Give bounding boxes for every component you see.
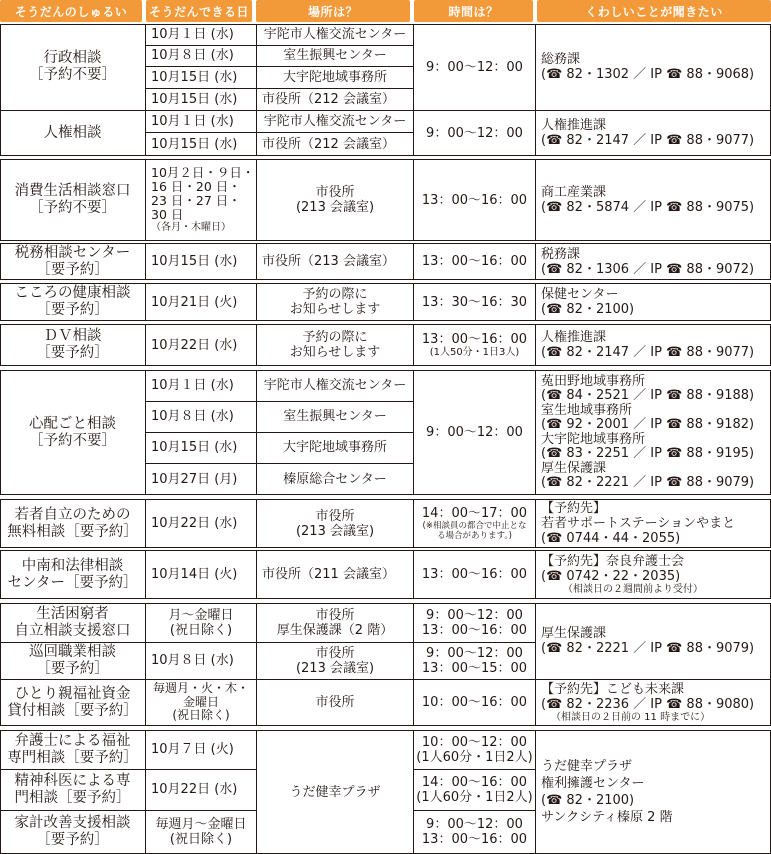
place-cell: 室生振興センター <box>283 409 387 424</box>
label-kakei-kaizen: 家計改善支援相談 ［要予約］ <box>14 815 131 848</box>
place-cell: 市役所 (213 会議室) <box>295 185 375 215</box>
date-cell: 10月８日 (水) <box>151 409 234 424</box>
date-cell: 10月22日 (水) <box>151 782 238 797</box>
place-cell: 宇陀市人権交流センター <box>263 113 407 129</box>
date-cell: 毎週月・火・木・ 金曜日 (祝日除く) <box>152 681 249 723</box>
date-cell: 10月22日 (水) <box>151 516 238 531</box>
contact-cell: 人権推進課 (☎ 82・2147 ／ IP ☎ 88・9077) <box>541 118 755 148</box>
place-cell: 市役所 厚生保護課（2 階） <box>276 607 394 638</box>
date-cell: 10月１日 (水) <box>151 27 234 42</box>
date-cell: 10月１日 (水) <box>151 113 234 129</box>
contact-cell: 総務課 (☎ 82・1302 ／ IP ☎ 88・9068) <box>541 52 755 82</box>
date-cell: 10月７日 (火) <box>151 742 234 757</box>
header-contact: くわしいことが聞きたい <box>537 0 771 22</box>
place-cell: 宇陀市人権交流センター <box>263 27 407 42</box>
label-wakamono: 若者自立のための 無料相談［要予約］ <box>7 506 138 540</box>
contact-cell: うだ健幸プラザ 権利擁護センター (☎ 82・2100) サンクシティ榛原 2 階 <box>541 759 673 825</box>
date-cell: 10月15日 (水) <box>151 91 238 107</box>
time-cell: 9：00～12：00 <box>426 425 523 440</box>
contact-cell: 保健センター (☎ 82・2100) <box>541 287 635 317</box>
time-cell: 9：00～12：00 <box>426 59 523 75</box>
date-cell: 10月22日 (水) <box>151 337 238 353</box>
header-consult-type: そうだんのしゅるい <box>0 0 142 22</box>
place-cell: 大宇陀地域事務所 <box>282 440 387 455</box>
date-cell: 10月15日 (水) <box>151 440 238 455</box>
date-cell: 10月14日 (火) <box>151 567 238 582</box>
contact-cell: 【予約先】奈良弁護士会 (☎ 0742・22・2035) （相談日の２週間前より受付） <box>541 553 703 595</box>
date-cell: 10月27日 (月) <box>151 471 238 487</box>
label-chunanwa: 中南和法律相談 センター［要予約］ <box>7 557 138 591</box>
date-cell: 10月15日 (水) <box>151 136 238 152</box>
date-cell: 10月21日 (火) <box>151 294 238 310</box>
time-cell: 9：00～12：00 13：00～16：00 <box>421 607 528 638</box>
time-cell: 10：00～16：00 <box>421 695 528 710</box>
place-cell: 予約の際に お知らせします <box>289 287 381 317</box>
place-cell: 榛原総合センター <box>283 471 387 487</box>
time-cell: 14：00～16：00 (1人60分・1日2人) <box>416 774 533 805</box>
contact-cell: 【予約先】 若者サポートステーションやまと (☎ 0744・44・2055) <box>541 501 736 546</box>
place-cell: 宇陀市人権交流センター <box>263 378 407 393</box>
place-cell: 市役所（213 会議室） <box>262 254 395 269</box>
contact-cell: 菟田野地域事務所 (☎ 84・2521 ／ IP ☎ 88・9188) 室生地域事務所 (☎ 92・2001 ／ IP ☎ 88・9182) 大宇陀地域事務所 (☎ 83・2251 ／ IP ☎ 88・9195) 厚生保護課 (☎ 82・2221 ／ IP ☎ 88・9079) <box>541 373 755 490</box>
time-cell: 14：00～17：00 (※相談員の都合で中止となる場合があります。) <box>421 506 528 541</box>
place-cell: 市役所 <box>315 695 355 710</box>
label-kokoro: こころの健康相談 ［要予約］ <box>14 285 131 318</box>
place-cell: うだ健幸プラザ <box>289 784 381 800</box>
place-cell: 予約の際に お知らせします <box>289 330 381 360</box>
place-cell: 市役所（211 会議室） <box>262 567 395 582</box>
time-cell: 9：00～12：00 13：00～16：00 <box>421 817 528 847</box>
date-cell: 毎週月～金曜日 (祝日除く) <box>155 817 247 847</box>
label-hitorioya: ひとり親福祉資金 貸付相談［要予約］ <box>7 685 138 719</box>
label-zeimu: 税務相談センター ［要予約］ <box>14 244 131 278</box>
place-cell: 市役所 (213 会議室) <box>295 508 375 539</box>
date-cell: 月～金曜日 (祝日除く) <box>168 607 234 638</box>
place-cell: 大宇陀地域事務所 <box>282 69 387 85</box>
date-cell: 10月８日 (水) <box>151 653 234 668</box>
time-cell: 13：30～16：30 <box>421 294 528 310</box>
label-shouhi-seikatsu: 消費生活相談窓口 ［予約不要］ <box>14 183 131 216</box>
date-cell: 10月８日 (水) <box>151 48 234 63</box>
time-cell: 10：00～12：00 (1人60分・1日2人) <box>416 734 533 765</box>
date-cell: 10月15日 (水) <box>151 254 238 269</box>
contact-cell: 【予約先】こども未来課 (☎ 82・2236 ／ IP ☎ 88・9080) （相談日の２日前の 11 時までに） <box>541 681 755 723</box>
time-cell: 13：00～16：00 <box>421 192 528 208</box>
time-cell: 9：00～12：00 13：00～15：00 <box>421 645 528 676</box>
contact-cell: 税務課 (☎ 82・1306 ／ IP ☎ 88・9072) <box>541 246 755 277</box>
label-seishinkai: 精神科医による専 門相談［要予約］ <box>14 772 131 806</box>
time-cell: 9：00～12：00 <box>426 125 523 141</box>
label-junkai-shokugyou: 巡回職業相談 ［要予約］ <box>29 643 116 677</box>
label-seikatsu-konkyu: 生活困窮者 自立相談支援窓口 <box>14 605 131 639</box>
date-cell: 10月２日・９日・ 16 日・20 日・ 23 日・27 日・ 30 日 （各月・木曜日） <box>151 165 255 233</box>
date-cell: 10月１日 (水) <box>151 378 234 393</box>
header-time: 時間は？ <box>414 0 533 22</box>
header-place: 場所は？ <box>256 0 410 22</box>
label-bengoshi: 弁護士による福祉 専門相談［要予約］ <box>7 732 138 766</box>
place-cell: 市役所（212 会議室） <box>262 91 395 107</box>
date-cell: 10月15日 (水) <box>151 69 238 85</box>
place-cell: 室生振興センター <box>283 48 387 63</box>
label-jinken-soudan: 人権相談 <box>43 124 102 141</box>
contact-cell: 厚生保護課 (☎ 82・2221 ／ IP ☎ 88・9079) <box>541 626 755 656</box>
label-dv: ＤＶ相談 ［要予約］ <box>36 328 109 361</box>
header-consult-date: そうだんできる日 <box>146 0 252 22</box>
place-cell: 市役所（212 会議室） <box>262 136 395 152</box>
contact-cell: 商工産業課 (☎ 82・5874 ／ IP ☎ 88・9075) <box>541 185 755 215</box>
time-cell: 13：00～16：00 (1人50分・1日3人) <box>421 331 528 358</box>
label-gyousei-soudan: 行政相談 ［予約不要］ <box>29 50 116 83</box>
time-cell: 13：00～16：00 <box>421 254 528 269</box>
contact-cell: 人権推進課 (☎ 82・2147 ／ IP ☎ 88・9077) <box>541 330 755 360</box>
time-cell: 13：00～16：00 <box>421 567 528 582</box>
place-cell: 市役所 (213 会議室) <box>295 645 375 676</box>
label-shinpaigoto: 心配ごと相談 ［予約不要］ <box>29 415 116 449</box>
